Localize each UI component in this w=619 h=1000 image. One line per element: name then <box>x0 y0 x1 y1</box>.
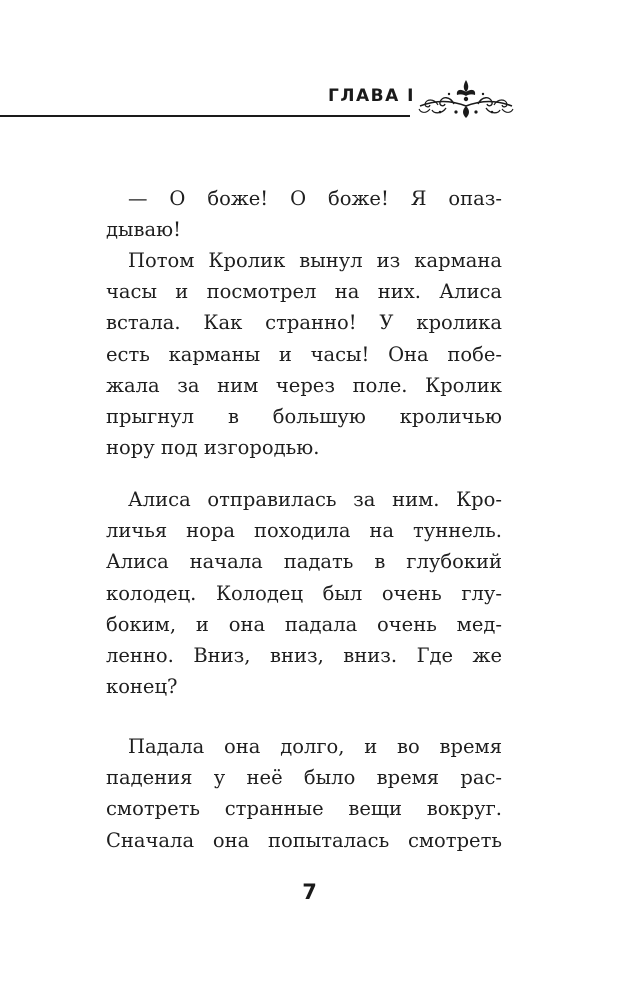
text-line: Падала она долго, и во время <box>128 735 502 758</box>
text-line: боким, и она падала очень мед- <box>106 612 502 636</box>
text-line: дываю! <box>106 218 181 242</box>
text-line: падения у неё было время рас- <box>106 766 502 790</box>
text-line: часы и посмотрел на них. Алиса <box>106 280 502 304</box>
text-line: нору под изгородью. <box>106 436 320 460</box>
text-line: конец? <box>106 675 178 699</box>
text-line: Сначала она попыталась смотреть <box>106 828 502 852</box>
paragraph-4 <box>106 731 502 856</box>
paragraph-2 <box>106 245 502 463</box>
text-line: — О боже! О боже! Я опаз- <box>128 187 502 210</box>
text-line: Алиса отправилась за ним. Кро- <box>128 488 502 511</box>
text-line: личья нора походила на туннель. <box>106 519 502 543</box>
text-line: Алиса начала падать в глубокий <box>106 550 502 574</box>
header-rule <box>0 115 410 117</box>
text-line: колодец. Колодец был очень глу- <box>106 581 502 605</box>
text-line: встала. Как странно! У кролика <box>106 311 502 335</box>
paragraph-1 <box>106 183 502 245</box>
decorative-flourish-icon <box>416 76 516 122</box>
text-line: есть карманы и часы! Она побе- <box>106 342 502 366</box>
page-number: 7 <box>302 880 317 904</box>
text-line: ленно. Вниз, вниз, вниз. Где же <box>106 643 502 667</box>
text-line: Потом Кролик вынул из кармана <box>128 249 502 272</box>
chapter-title: ГЛАВА I <box>328 86 415 106</box>
text-line: жала за ним через поле. Кролик <box>106 373 502 397</box>
text-line: смотреть странные вещи вокруг. <box>106 797 502 821</box>
text-line: прыгнул в большую кроличью <box>106 404 502 428</box>
paragraph-3 <box>106 484 502 702</box>
